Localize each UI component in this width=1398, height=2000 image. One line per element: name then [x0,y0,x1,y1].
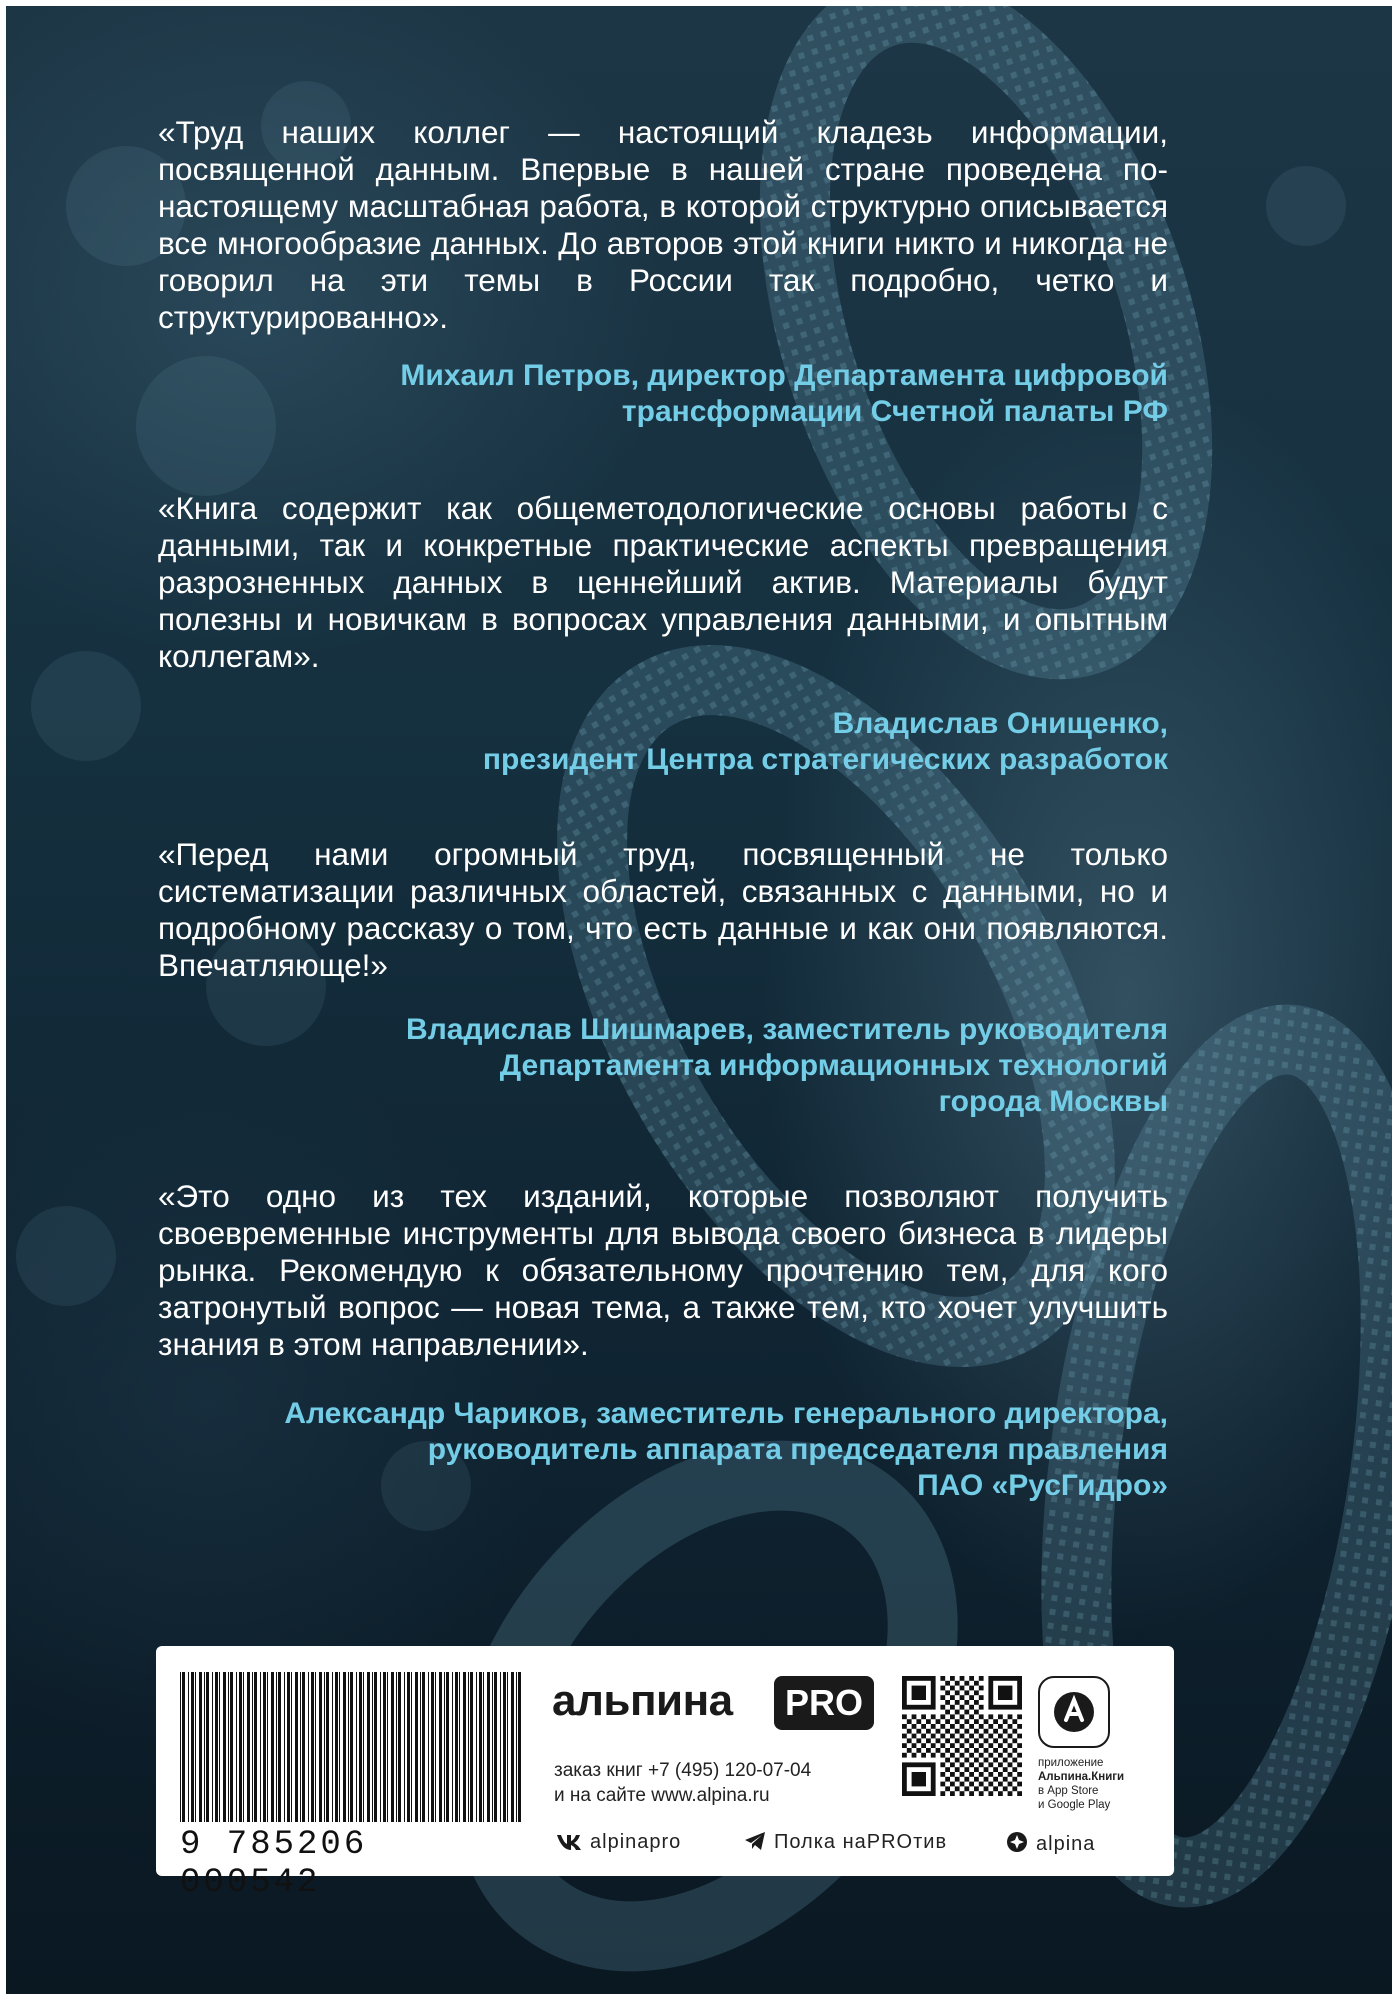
quote-2-author: Владислав Онищенко, президент Центра стратегических разработок [482,707,1168,776]
quote-3-author: Владислав Шишмарев, заместитель руководителя Департамента информационных технологий города Москвы [406,1013,1168,1118]
social-telegram[interactable]: Полка наPROтив [744,1831,947,1854]
alpina-app-icon [1038,1676,1110,1748]
app-caption: приложение Альпина.Книги в App Store и Google Play [1038,1757,1125,1811]
vk-icon [556,1833,582,1851]
social-vk[interactable]: alpinapro [556,1831,681,1854]
publisher-panel [156,1646,1174,1902]
social-other[interactable]: alpina [1006,1831,1095,1856]
quote-3-text: «Перед нами огромный труд, посвященный не только систематизации различных областей, связанных с данными, но и подробному рассказу о том, что есть данные и как они появляются. Впечатляюще!» [158,836,1168,983]
quote-4-author: Александр Чариков, заместитель генерального директора, руководитель аппарата председателя правления ПАО «РусГидро» [284,1397,1168,1502]
quote-1-author: Михаил Петров, директор Департамента цифровой трансформации Счетной палаты РФ [400,359,1168,428]
order-phone: заказ книг +7 (495) 120-07-04 [554,1760,812,1781]
social-icon [1006,1831,1028,1853]
telegram-icon [744,1831,766,1851]
publisher-logo-badge: PRO [774,1676,874,1730]
quote-1-text: «Труд наших коллег — настоящий кладезь информации, посвященной данным. Впервые в нашей стране проведена по-настоящему масштабная работа, в которой структурно описывается все многообразие данных. До авторов этой книги никто и никогда не говорил на эти темы в России так подробно, четко и структурированно». [158,114,1168,335]
order-info [554,1758,874,1808]
quote-4-text: «Это одно из тех изданий, которые позволяют получить своевременные инструменты для вывода своего бизнеса в лидеры рынка. Рекомендую к обязательному прочтению тем, для кого затронутый вопрос — новая тема, а также тем, кто хочет улучшить знания в этом направлении». [158,1178,1168,1362]
publisher-logo-text: альпина [552,1676,733,1725]
isbn-number: 9 785206 000542 [180,1826,368,1902]
barcode [176,1672,528,1822]
order-website[interactable]: и на сайте www.alpina.ru [554,1785,770,1806]
qr-code[interactable] [902,1676,1022,1796]
quote-2-text: «Книга содержит как общеметодологические основы работы с данными, так и конкретные практические аспекты превращения разрозненных данных в ценнейший актив. Материалы будут полезны и новичкам в вопросах управления данными, и опытным коллегам». [158,490,1168,674]
book-back-cover [6,6,1392,1994]
